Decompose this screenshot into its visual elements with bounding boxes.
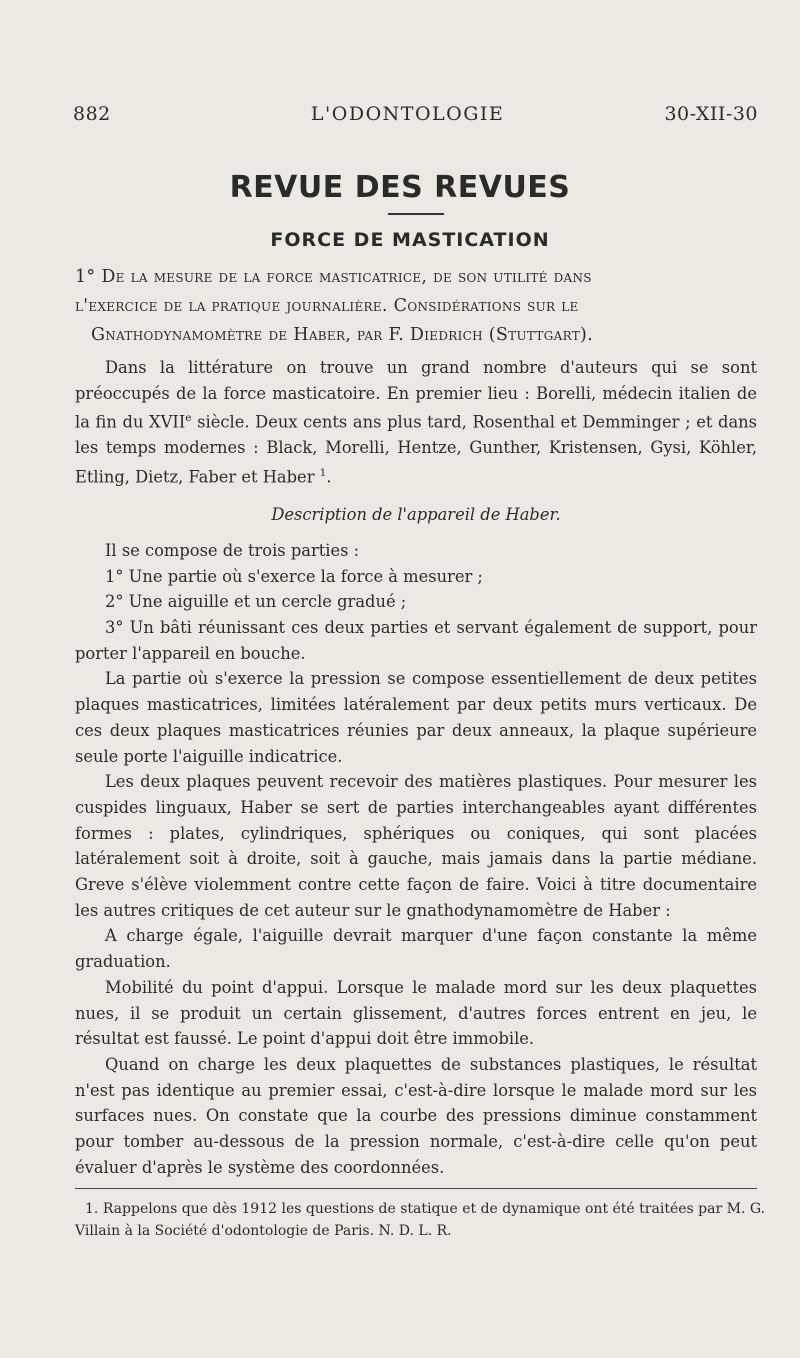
paragraph-mobilite: Mobilité du point d'appui. Lorsque le malade mord sur les deux plaquettes nues, il se produit un certain glissement, d'autres forces entrent en jeu, le résultat est faussé. Le point d'appui doit être immobile. xyxy=(75,977,757,1049)
paragraph-quand: Quand on charge les deux plaquettes de substances plastiques, le résultat n'est pas identique au premier essai, c'est-à-dire lorsque le malade mord sur les surfaces nues. On constate que la courbe des pressions diminue constamment pour tomber au-dessous de la pression normale, c'est-à-dire celle qu'on peut évaluer d'après le système des coordonnées. xyxy=(75,1054,757,1177)
paragraph-composition: Il se compose de trois parties : xyxy=(105,540,360,560)
page-number: 882 xyxy=(73,103,111,125)
footnote xyxy=(75,1198,765,1242)
section-title: REVUE DES REVUES xyxy=(229,170,571,205)
running-head xyxy=(73,103,758,125)
subsection-title: FORCE DE MASTICATION xyxy=(270,229,550,251)
list-item: 2° Une aiguille et un cercle gradué ; xyxy=(105,592,407,612)
journal-title: L'ODONTOLOGIE xyxy=(310,103,505,125)
list-item: 3° Un bâti réunissant ces deux parties et servant également de support, pour porter l'appareil en bouche. xyxy=(75,618,757,663)
issue-date: 30-XII-30 xyxy=(664,103,758,125)
article-heading-line: Gnathodynamomètre de Haber, par F. Diedrich (Stuttgart). xyxy=(91,325,593,345)
century-superscript: e xyxy=(185,412,192,425)
paragraph-plaques: Les deux plaques peuvent recevoir des matières plastiques. Pour mesurer les cuspides linguaux, Haber se sert de parties interchangeables ayant différentes formes : plates, cylindriques, sphériques ou coniques, qui sont placées latéralement soit à droite, soit à gauche, mais jamais dans la partie médiane. Greve s'élève violemment contre cette façon de faire. Voici à titre documentaire les autres critiques de cet auteur sur le gnathodynamomètre de Haber : xyxy=(75,772,757,920)
paragraph-charge: A charge égale, l'aiguille devrait marquer d'une façon constante la même graduation. xyxy=(75,926,757,972)
list-item: 1° Une partie où s'exerce la force à mesurer ; xyxy=(105,566,483,586)
article-heading-line: 1° De la mesure de la force masticatrice, de son utilité dans xyxy=(75,267,592,287)
paragraph-pression: La partie où s'exerce la pression se compose essentiellement de deux petites plaques masticatrices, limitées latéralement par deux petits murs verticaux. De ces deux plaques masticatrices réunies par deux anneaux, la plaque supérieure seule porte l'aiguille indicatrice. xyxy=(75,669,757,766)
footnote-rule xyxy=(75,1188,757,1189)
intro-text: Dans la littérature on trouve un grand nombre d'auteurs qui se sont préoccupés de la force masticatoire. En premier lieu : Borelli, médecin italien de la fin du XVII xyxy=(75,358,757,432)
footnote-ref[interactable]: 1 xyxy=(319,467,327,480)
paragraph-intro xyxy=(75,355,757,490)
description-heading: Description de l'appareil de Haber. xyxy=(271,505,561,525)
footnote-text: 1. Rappelons que dès 1912 les questions de statique et de dynamique ont été traitées par M. G. Villain à la Société d'odontologie de Paris. N. D. L. R. xyxy=(75,1201,765,1239)
intro-text-cont: siècle. Deux cents ans plus tard, Rosenthal et Demminger ; et dans les temps modernes : Black, Morelli, Hentze, Gunther, Kristensen, Gysi, Köhler, Etling, Dietz, Faber et Haber xyxy=(75,412,757,487)
title-rule xyxy=(388,213,444,215)
article-body xyxy=(75,355,757,1180)
article-heading xyxy=(75,263,757,350)
intro-end: . xyxy=(326,467,332,487)
article-heading-line: l'exercice de la pratique journalière. Considérations sur le xyxy=(75,296,579,316)
